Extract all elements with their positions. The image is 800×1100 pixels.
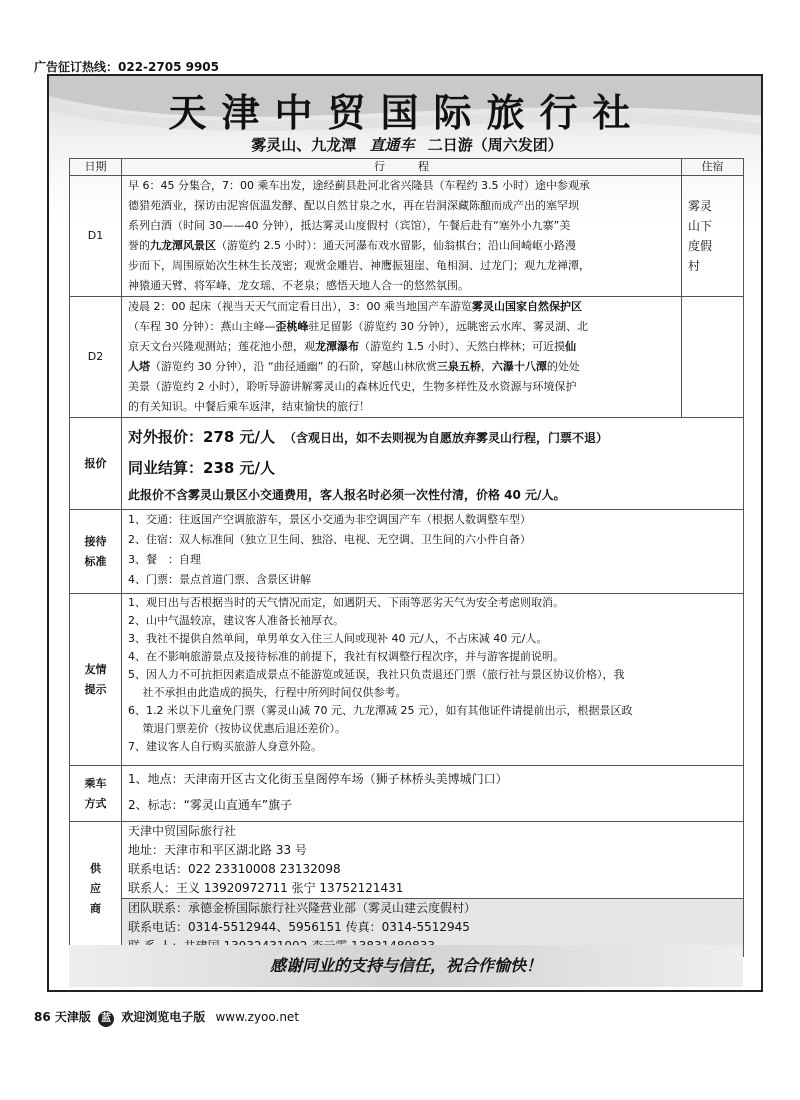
day2-row: [70, 297, 744, 418]
supplier-line: 联系人：王义 13920972711 张宁 13752121431: [128, 881, 404, 895]
tips-row: [70, 594, 744, 766]
day1-lodging: [682, 176, 744, 297]
list-item: 3、我社不提供自然单间，单男单女入住三人间或现补 40 元/人，不占床减 40 元/人。: [128, 632, 548, 645]
springs-highlight: 三泉五桥: [436, 360, 481, 373]
text-line: [128, 337, 675, 357]
public-price-note: （含观日出，如不去则视为自愿放弃雾灵山行程，门票不退）: [290, 431, 609, 445]
website-link[interactable]: www.zyoo.net: [215, 1010, 300, 1024]
supplier-line: 地址：天津市和平区湖北路 33 号: [128, 843, 307, 857]
page-footer: [34, 1008, 299, 1027]
text-line: [128, 297, 675, 317]
supplier-line: 联系电话：022 23310008 23132098: [128, 862, 341, 876]
standard-cell: [122, 510, 744, 594]
label-line: 提示: [84, 682, 107, 696]
header-itinerary: 行 程: [122, 159, 682, 176]
lodging-line: 村: [688, 259, 701, 273]
trade-price: 同业结算：238 元/人: [128, 459, 276, 477]
text-run: 京天文台兴隆观测站；莲花池小憩，观: [128, 340, 315, 353]
text-run: （车程 30 分钟）：燕山主峰—: [128, 320, 276, 333]
lodging-line: 雾灵: [688, 199, 713, 213]
list-item: 社不承担由此造成的损失，行程中所列时间仅供参考。: [128, 686, 407, 699]
list-item: 5、因人力不可抗拒因素造成景点不能游览或延误，我社只负责退还门票（旅行社与景区协议价格），我: [128, 668, 625, 681]
header-lodging: 住宿: [682, 159, 744, 176]
supplier-line: 联系电话：0314-5512944、5956151 传真：0314-5512945: [128, 920, 470, 934]
tour-flyer: [47, 74, 763, 992]
peak-highlight: 歪桃峰: [275, 320, 309, 333]
text-line: 步而下，周围原始次生林生长茂密；观赏金雕岩、神鹰振翅崖、龟相洞、过龙门；观九龙禅潭，: [128, 259, 590, 272]
boarding-row: [70, 766, 744, 822]
list-item: 2、住宿：双人标准间（独立卫生间、独浴、电视、无空调、卫生间的六小件自备）: [128, 533, 531, 546]
tips-label: [70, 594, 122, 766]
list-item: 1、交通：往返国产空调旅游车，景区小交通为非空调国产车（根据人数调整车型）: [128, 513, 531, 526]
page-number: 86: [34, 1010, 51, 1024]
label-line: 友情: [84, 662, 107, 676]
list-item: 3、餐 ：自理: [128, 553, 201, 566]
tower-highlight: 仙: [565, 340, 576, 353]
text-run: （游览约 2.5 小时）：通天河瀑布戏水留影，仙翁棋台；沿山间崎岖小路漫: [216, 239, 576, 252]
label-line: 标准: [84, 554, 107, 568]
price-label: 报价: [70, 418, 122, 510]
text-line: 德猎苑酒业，探访由泥窖佤温发酵、配以自然甘泉之水，再在岩洞深藏陈酿而成产出的塞罕坝: [128, 199, 579, 212]
text-line: 神猿通天臂、将军峰、龙女瑶、不老泉；感悟天地人合一的悠然氛围。: [128, 279, 469, 292]
text-line: 早 6：45 分集合，7：00 乘车出发，途经蓟县赴河北省兴隆县（车程约 3.5 小时）途中参观承: [128, 179, 590, 192]
edition-name: 天津版: [54, 1010, 91, 1024]
edition-badge-icon: 蓝: [98, 1011, 114, 1027]
pools-highlight: 六瀑十八潭: [491, 360, 547, 373]
label-line: 方式: [84, 796, 107, 810]
text-run: （游览约 30 分钟），沿 “曲径通幽” 的石阶，穿越山林欣赏: [150, 360, 437, 373]
label-line: 商: [90, 902, 101, 915]
text-run: 驻足留影（游览约 30 分钟），远眺密云水库、雾灵湖、北: [308, 320, 588, 333]
list-item: 4、在不影响旅游景点及接待标准的前提下，我社有权调整行程次序，并与游客提前说明。: [128, 650, 564, 663]
price-row: [70, 418, 744, 510]
tour-length: 二日游（周六发团）: [427, 136, 563, 154]
label-line: 乘车: [84, 776, 107, 790]
agency-title: 天津中贸国际旅行社: [168, 90, 646, 135]
list-item: 4、门票：景点首道门票、含景区讲解: [128, 573, 311, 586]
text-line: [128, 236, 675, 256]
supplier-line: 团队联系：承德金桥国际旅行社兴隆营业部（雾灵山建云度假村）: [128, 901, 477, 915]
text-line: 的有关知识。中餐后乘车返津，结束愉快的旅行！: [128, 400, 370, 413]
supplier-label: [70, 822, 122, 957]
text-line: 美景（游览约 2 小时），聆听导游讲解雾灵山的森林近代史，生物多样性及水资源与环境保护: [128, 380, 577, 393]
day2-lodging: [682, 297, 744, 418]
day1-itinerary: [122, 176, 682, 297]
lodging-line: 度假: [688, 239, 713, 253]
tour-subtitle: [49, 134, 763, 155]
text-run: 凌晨 2：00 起床（视当天天气而定看日出），3：00 乘当地国产车游览: [128, 300, 472, 313]
supplier-tianjin: [122, 822, 744, 899]
list-item: 1、观日出与否根据当时的天气情况而定，如遇阴天、下雨等恶劣天气为安全考虑则取消。: [128, 596, 564, 609]
day2-label: D2: [70, 297, 122, 418]
boarding-cell: [122, 766, 744, 822]
list-item: 7、建议客人自行购买旅游人身意外险。: [128, 740, 322, 753]
public-price-line: [128, 422, 737, 453]
lodging-line: 山下: [688, 219, 713, 233]
text-line: [128, 317, 675, 337]
price-footnote: 此报价不含雾灵山景区小交通费用，客人报名时必须一次性付清，价格 40 元/人。: [128, 488, 566, 502]
jiulongtan-highlight: 九龙潭风景区: [150, 239, 216, 252]
label-line: 供: [90, 862, 101, 875]
text-line: 系列白酒（时间 30——40 分钟），抵达雾灵山度假村（宾馆），午餐后赴有“塞外小九寨”美: [128, 219, 571, 232]
standard-row: [70, 510, 744, 594]
text-run: 的处处: [546, 360, 580, 373]
text-run: （游览约 1.5 小时）、天然白桦林；可近摸: [359, 340, 565, 353]
label-line: 应: [90, 882, 101, 895]
public-price: 对外报价：278 元/人: [128, 428, 276, 446]
thanks-banner: 感谢同业的支持与信任，祝合作愉快！: [69, 945, 743, 987]
text-run: ，: [480, 360, 492, 373]
day1-label: D1: [70, 176, 122, 297]
boarding-label: [70, 766, 122, 822]
table-header-row: [70, 159, 744, 176]
price-cell: [122, 418, 744, 510]
day2-itinerary: [122, 297, 682, 418]
tips-cell: [122, 594, 744, 766]
standard-label: [70, 510, 122, 594]
tower-highlight: 人塔: [128, 360, 150, 373]
supplier-line: 天津中贸国际旅行社: [128, 824, 237, 838]
label-line: 接待: [84, 534, 107, 548]
itinerary-table: [69, 158, 744, 957]
list-item: 2、标志：“雾灵山直通车”旗子: [128, 798, 293, 812]
list-item: 1、地点：天津南开区古文化街玉皇阁停车场（狮子林桥头美博城门口）: [128, 772, 508, 786]
list-item: 2、山中气温较凉，建议客人准备长袖厚衣。: [128, 614, 344, 627]
header-date: 日期: [70, 159, 122, 176]
day1-row: [70, 176, 744, 297]
list-item: 策退门票差价（按协议优惠后退还差价）。: [128, 722, 346, 735]
text-line: [128, 357, 675, 377]
reserve-highlight: 雾灵山国家自然保护区: [471, 300, 582, 313]
text-run: 誉的: [128, 239, 150, 252]
list-item: 6、1.2 米以下儿童免门票（雾灵山减 70 元、九龙潭减 25 元），如有其他证件请提前出示，根据景区政: [128, 704, 633, 717]
supplier-row-a: [70, 822, 744, 899]
waterfall-highlight: 龙潭瀑布: [315, 340, 359, 353]
tour-type: 直通车: [369, 136, 415, 154]
ad-hotline: 广告征订热线：022-2705 9905: [34, 60, 220, 74]
route-name: 雾灵山、九龙潭: [251, 136, 357, 154]
footer-slogan: 欢迎浏览电子版: [121, 1010, 206, 1024]
